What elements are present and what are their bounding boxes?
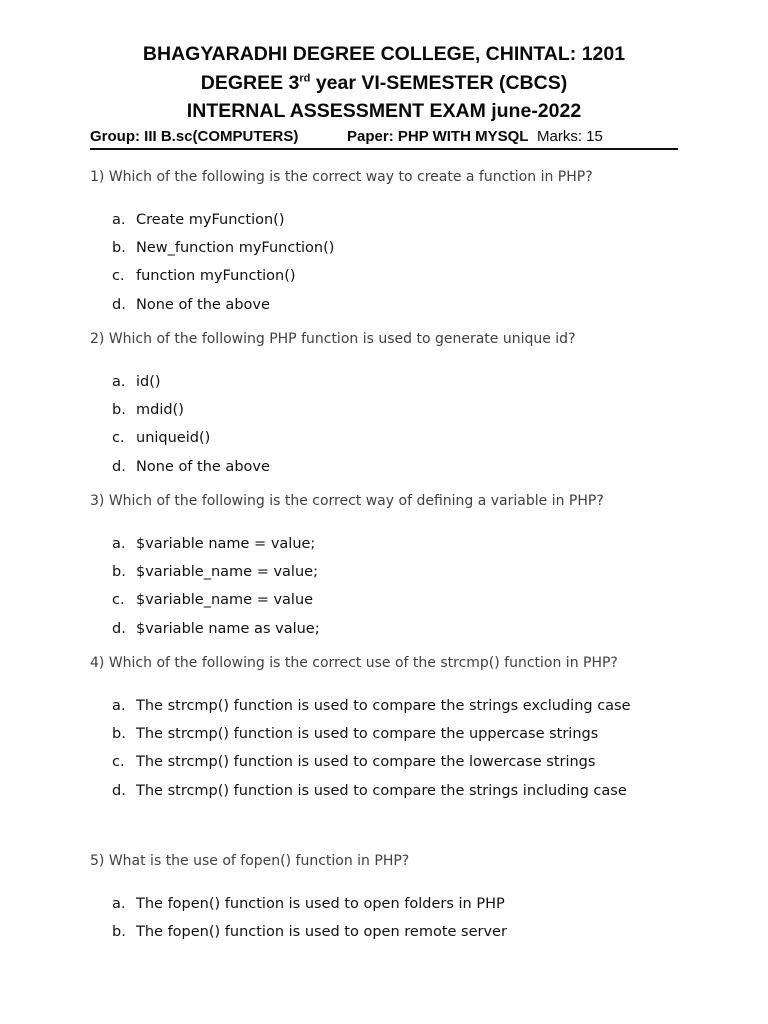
option-text: The strcmp() function is used to compare the lowercase strings [136, 754, 596, 771]
option-2b [112, 399, 270, 427]
option-text: None of the above [136, 296, 270, 313]
question-1-options [112, 209, 334, 322]
option-letter: a. [112, 698, 126, 714]
option-5b [112, 921, 507, 949]
question-3: 3) Which of the following is the correct way of defining a variable in PHP? [90, 493, 604, 509]
option-text: The strcmp() function is used to compare the strings including case [136, 782, 627, 799]
question-4: 4) Which of the following is the correct use of the strcmp() function in PHP? [90, 655, 618, 671]
option-text: The strcmp() function is used to compare the strings excluding case [136, 698, 631, 714]
option-3a [112, 533, 320, 561]
option-4b [112, 723, 631, 751]
option-text: id() [136, 374, 161, 390]
question-2-options [112, 371, 270, 484]
option-letter: c. [112, 754, 125, 771]
question-5-options [112, 893, 507, 949]
option-text: The fopen() function is used to open remote server [136, 924, 507, 941]
option-1b [112, 237, 334, 265]
question-3-options [112, 533, 320, 646]
option-text: function myFunction() [136, 268, 296, 285]
option-1a [112, 209, 334, 237]
paper-label: Paper: PHP WITH MYSQL [347, 128, 529, 145]
degree-superscript: rd [299, 72, 311, 84]
option-letter: c. [112, 430, 125, 447]
option-letter: d. [112, 782, 126, 799]
option-letter: a. [112, 212, 126, 228]
exam-header [90, 40, 678, 126]
option-text: mdid() [136, 402, 184, 419]
option-text: New_function myFunction() [136, 240, 335, 257]
option-text: None of the above [136, 458, 270, 475]
option-text: The fopen() function is used to open folders in PHP [136, 896, 505, 912]
option-letter: a. [112, 536, 126, 552]
degree-suffix: year VI-SEMESTER (CBCS) [310, 71, 568, 94]
option-letter: d. [112, 458, 126, 475]
option-letter: b. [112, 240, 126, 257]
question-4-options [112, 695, 631, 808]
option-1c [112, 265, 334, 293]
option-1d [112, 294, 334, 322]
option-letter: c. [112, 268, 125, 285]
option-4a [112, 695, 631, 723]
header-divider [90, 148, 678, 150]
option-letter: b. [112, 402, 126, 419]
option-2d [112, 456, 270, 484]
option-5a [112, 893, 507, 921]
option-letter: a. [112, 374, 126, 390]
option-letter: d. [112, 296, 126, 313]
option-text: $variable_name = value [136, 592, 314, 609]
option-text: The strcmp() function is used to compare the uppercase strings [136, 726, 599, 743]
option-text: Create myFunction() [136, 212, 285, 228]
option-letter: c. [112, 592, 125, 609]
option-letter: b. [112, 726, 126, 743]
option-4c [112, 751, 631, 779]
option-3d [112, 618, 320, 646]
group-label: Group: III B.sc(COMPUTERS) [90, 128, 299, 145]
option-2a [112, 371, 270, 399]
option-2c [112, 427, 270, 455]
option-letter: a. [112, 896, 126, 912]
question-2: 2) Which of the following PHP function is used to generate unique id? [90, 331, 576, 347]
college-title: BHAGYARADHI DEGREE COLLEGE, CHINTAL: 1201 [142, 43, 626, 65]
option-3c [112, 589, 320, 617]
question-1: 1) Which of the following is the correct way to create a function in PHP? [90, 169, 593, 185]
degree-line [90, 69, 678, 98]
exam-title: INTERNAL ASSESSMENT EXAM june-2022 [186, 100, 582, 122]
option-letter: b. [112, 564, 126, 581]
degree-prefix: DEGREE 3 [200, 71, 300, 94]
option-4d [112, 780, 631, 808]
option-text: uniqueid() [136, 430, 211, 447]
option-text: $variable name = value; [136, 536, 316, 552]
option-text: $variable_name = value; [136, 564, 318, 581]
option-3b [112, 561, 320, 589]
option-letter: b. [112, 924, 126, 941]
option-letter: d. [112, 620, 126, 637]
option-text: $variable name as value; [136, 620, 320, 637]
question-5: 5) What is the use of fopen() function in PHP? [90, 853, 410, 869]
marks-label: Marks: 15 [537, 128, 603, 145]
exam-info-row [90, 126, 678, 150]
